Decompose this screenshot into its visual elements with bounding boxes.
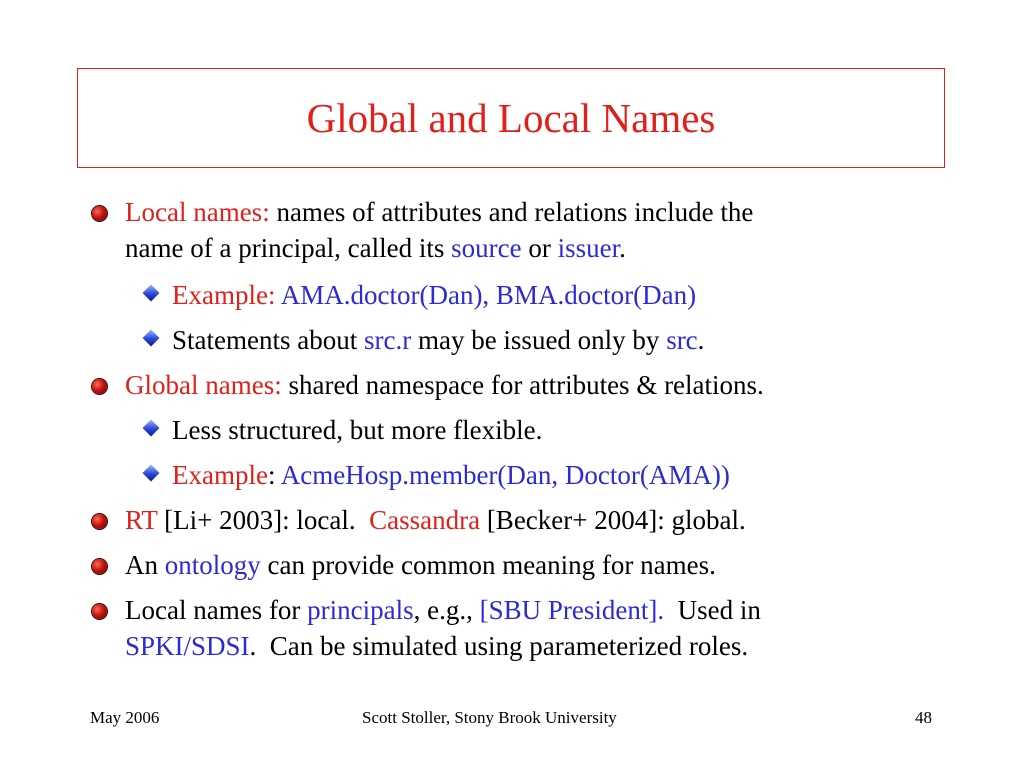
text: Less structured, but more flexible. xyxy=(172,415,543,445)
bullet-1-sub-2 xyxy=(172,322,704,358)
diamond-bullet-icon xyxy=(143,330,160,347)
term-issuer: issuer xyxy=(557,233,620,263)
footer-author: Scott Stoller, Stony Brook University xyxy=(362,708,617,727)
term-rt: RT xyxy=(125,505,158,535)
ball-bullet-icon xyxy=(92,604,107,619)
bullet-1-line-2 xyxy=(125,230,626,266)
ball-bullet-icon xyxy=(92,559,107,574)
footer-date: May 2006 xyxy=(90,708,160,727)
term-example: Example xyxy=(172,460,268,490)
term-ontology: ontology xyxy=(164,550,261,580)
bullet-5-line-2 xyxy=(125,628,748,664)
bullet-2 xyxy=(125,367,764,403)
bullet-2-sub-1 xyxy=(172,412,542,448)
text: Used in xyxy=(664,595,761,625)
ball-bullet-icon xyxy=(92,514,107,529)
term-global-names: Global names: xyxy=(125,370,282,400)
ball-bullet-icon xyxy=(92,379,107,394)
ball-bullet-icon xyxy=(92,206,107,221)
text: . Can be simulated using parameterized roles. xyxy=(249,631,749,661)
diamond-bullet-icon xyxy=(143,465,160,482)
text: or xyxy=(521,233,558,263)
text: . xyxy=(619,233,626,263)
diamond-bullet-icon xyxy=(143,420,160,437)
text: may be issued only by xyxy=(411,325,667,355)
text: , e.g., xyxy=(413,595,480,625)
slide-title: Global and Local Names xyxy=(306,95,716,141)
bullet-3 xyxy=(125,502,746,538)
term-spki-sdsi: SPKI/SDSI xyxy=(125,631,250,661)
text: can provide common meaning for names. xyxy=(260,550,716,580)
footer-page-number: 48 xyxy=(915,708,932,727)
term-principals: principals xyxy=(307,595,414,625)
text: . xyxy=(697,325,705,355)
code-example: AMA.doctor(Dan), BMA.doctor(Dan) xyxy=(280,280,697,310)
term-sbu-president: [SBU President]. xyxy=(479,595,665,625)
text: : xyxy=(267,460,281,490)
bullet-2-sub-2 xyxy=(172,457,730,493)
bullet-1-line-1 xyxy=(125,194,753,230)
term-cassandra: Cassandra xyxy=(369,505,481,535)
text: shared namespace for attributes & relations. xyxy=(281,370,764,400)
bullet-1-sub-1 xyxy=(172,277,696,313)
bullet-5-line-1 xyxy=(125,592,761,628)
text: [Li+ 2003]: local. xyxy=(157,505,370,535)
code-example: AcmeHosp.member(Dan, Doctor(AMA)) xyxy=(280,460,730,490)
text: name of a principal, called its xyxy=(125,233,452,263)
text: names of attributes and relations include the xyxy=(269,197,754,227)
diamond-bullet-icon xyxy=(143,285,160,302)
term-src-r: src.r xyxy=(363,325,412,355)
text: Local names for xyxy=(125,595,308,625)
term-src: src xyxy=(666,325,698,355)
term-example: Example: xyxy=(172,280,281,310)
bullet-4 xyxy=(125,547,716,583)
text: [Becker+ 2004]: global. xyxy=(480,505,746,535)
text: Statements about xyxy=(172,325,364,355)
title-box xyxy=(77,68,945,168)
text: An xyxy=(125,550,165,580)
term-source: source xyxy=(451,233,522,263)
term-local-names: Local names: xyxy=(125,197,270,227)
